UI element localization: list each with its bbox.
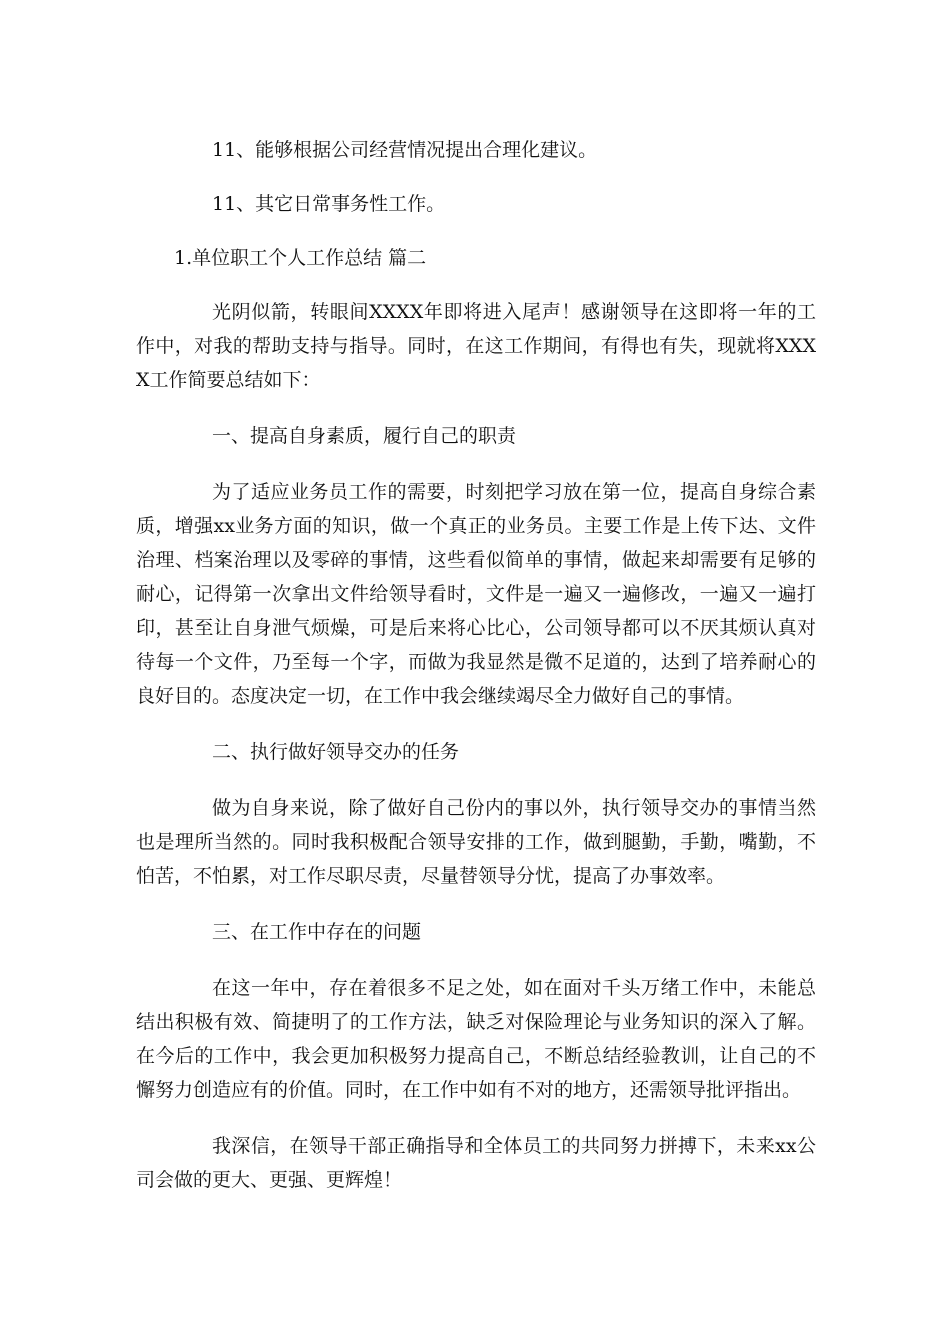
body-paragraph-2: 做为自身来说，除了做好自己份内的事以外，执行领导交办的事情当然也是理所当然的。同时我积极配合领导安排的工作，做到腿勤，手勤，嘴勤，不怕苦，不怕累，对工作尽职尽责，尽量替领导分忧，提高了办事效率。 bbox=[136, 797, 816, 887]
intro-paragraph: 光阴似箭，转眼间XXXX年即将进入尾声！感谢领导在这即将一年的工作中，对我的帮助支持与指导。同时，在这工作期间，有得也有失，现就将XXXX工作简要总结如下： bbox=[136, 301, 816, 391]
list-item-daily-work: 11、其它日常事务性工作。 bbox=[212, 193, 446, 215]
section-title: 1.单位职工个人工作总结 篇二 bbox=[174, 247, 427, 269]
list-item-suggestion: 11、能够根据公司经营情况提出合理化建议。 bbox=[212, 139, 598, 161]
section-heading-1: 一、提高自身素质，履行自己的职责 bbox=[212, 425, 517, 447]
document-body bbox=[136, 133, 816, 1197]
closing-paragraph: 我深信，在领导干部正确指导和全体员工的共同努力拼搏下，未来xx公司会做的更大、更强、更辉煌！ bbox=[136, 1135, 816, 1191]
section-heading-2: 二、执行做好领导交办的任务 bbox=[212, 741, 460, 763]
section-heading-3: 三、在工作中存在的问题 bbox=[212, 921, 422, 943]
body-paragraph-1: 为了适应业务员工作的需要，时刻把学习放在第一位，提高自身综合素质，增强xx业务方面的知识，做一个真正的业务员。主要工作是上传下达、文件治理、档案治理以及零碎的事情，这些看似简单的事情，做起来却需要有足够的耐心，记得第一次拿出文件给领导看时，文件是一遍又一遍修改，一遍又一遍打印，甚至让自身泄气烦燥，可是后来将心比心，公司领导都可以不厌其烦认真对待每一个文件，乃至每一个字，而做为我显然是微不足道的，达到了培养耐心的良好目的。态度决定一切，在工作中我会继续竭尽全力做好自己的事情。 bbox=[136, 481, 816, 707]
body-paragraph-3: 在这一年中，存在着很多不足之处，如在面对千头万绪工作中，未能总结出积极有效、简捷明了的工作方法，缺乏对保险理论与业务知识的深入了解。在今后的工作中，我会更加积极努力提高自己，不断总结经验教训，让自己的不懈努力创造应有的价值。同时，在工作中如有不对的地方，还需领导批评指出。 bbox=[136, 977, 816, 1101]
